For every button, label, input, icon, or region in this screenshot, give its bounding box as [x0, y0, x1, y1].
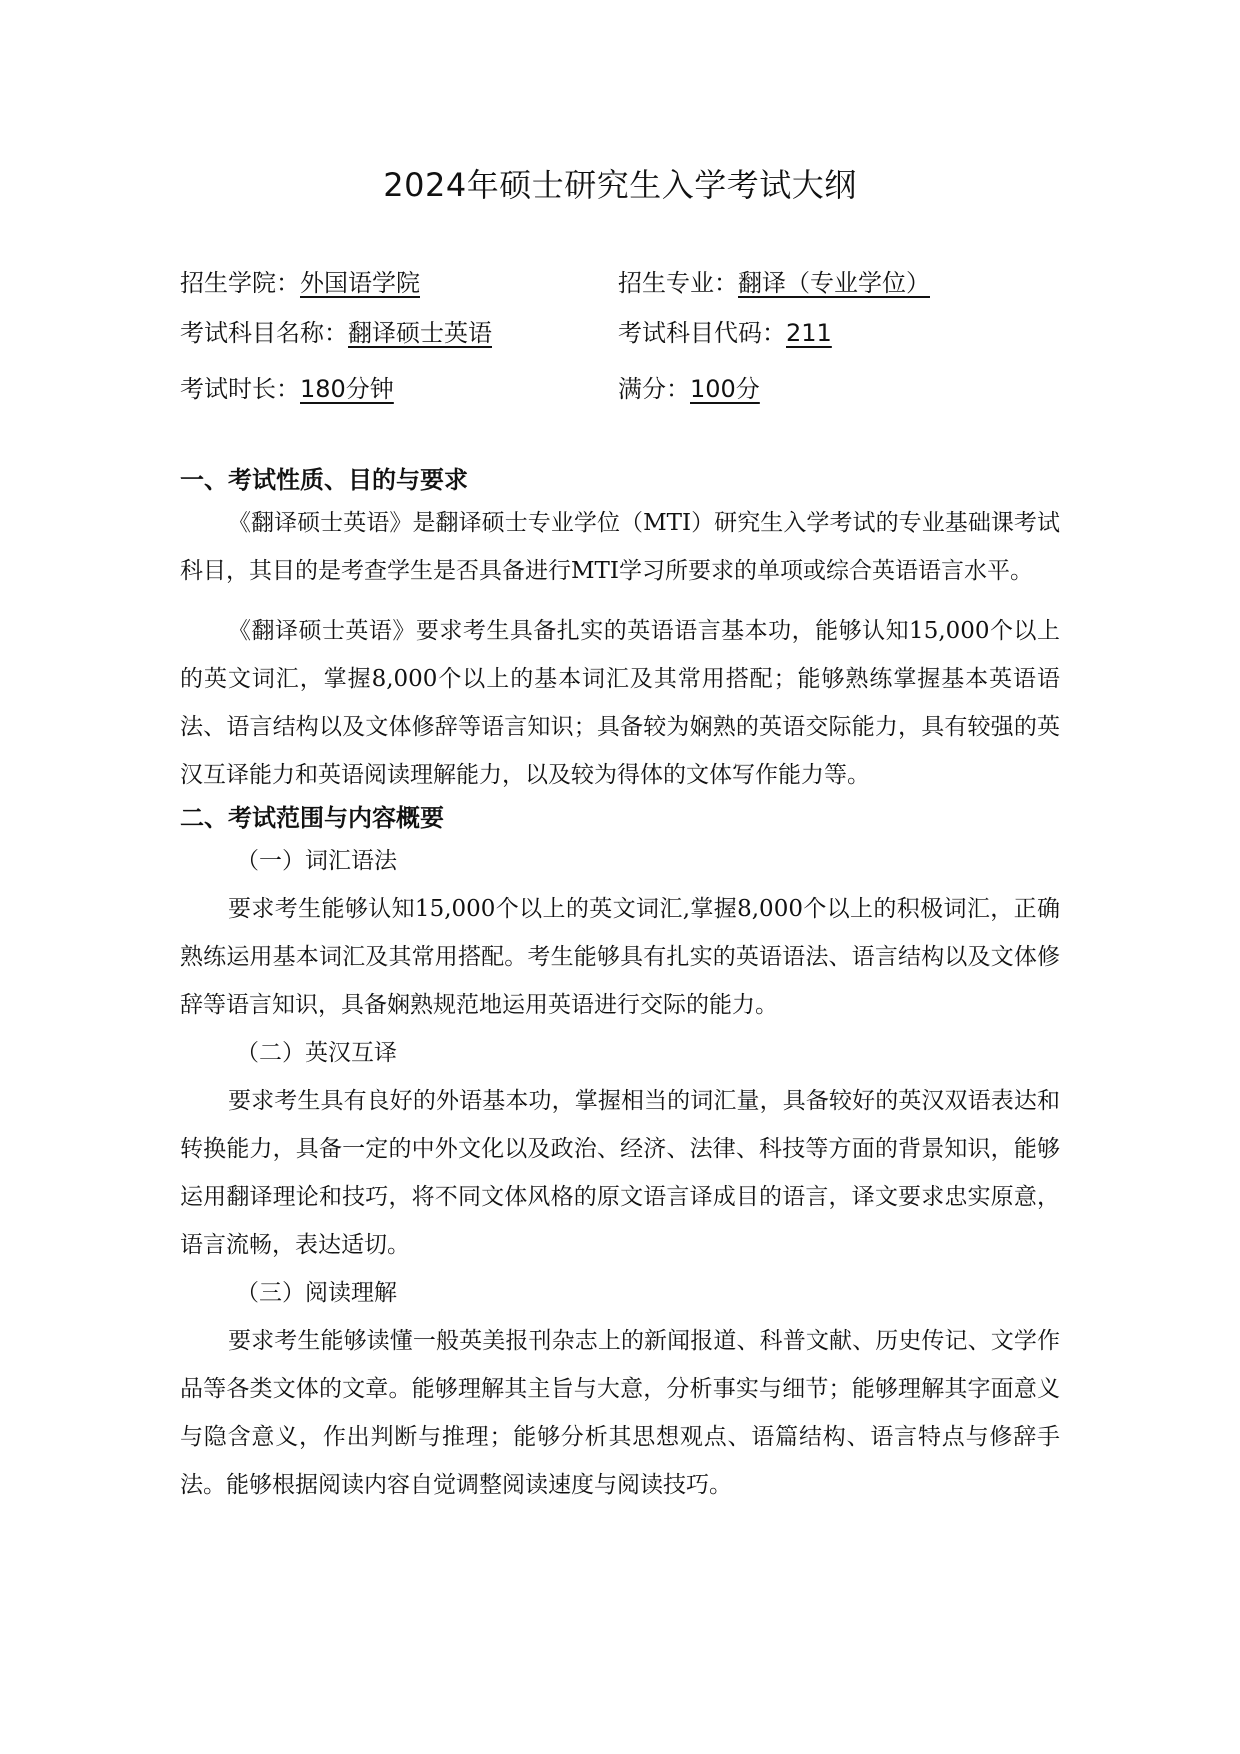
subject-name-value: 翻译硕士英语: [348, 319, 492, 347]
college-field: [180, 263, 420, 298]
subsection-title-vocabulary: （一）词汇语法: [236, 848, 397, 874]
subject-name-label: 考试科目名称：: [180, 319, 348, 347]
subsection-text-translation: 要求考生具有良好的外语基本功，掌握相当的词汇量，具备较好的英汉双语表达和转换能力，具备一定的中外文化以及政治、经济、法律、科技等方面的背景知识，能够运用翻译理论和技巧，将不同文体风格的原文语言译成目的语言，译文要求忠实原意，语言流畅，表达适切。: [180, 1088, 1060, 1258]
college-label: 招生学院：: [180, 269, 300, 297]
subsection-text-vocabulary: 要求考生能够认知15,000个以上的英文词汇,掌握8,000个以上的积极词汇，正确熟练运用基本词汇及其常用搭配。考生能够具有扎实的英语语法、语言结构以及文体修辞等语言知识，具备娴熟规范地运用英语进行交际的能力。: [180, 896, 1060, 1018]
major-value: 翻译（专业学位）: [738, 269, 930, 297]
major-label: 招生专业：: [618, 269, 738, 297]
duration-field: [180, 369, 394, 404]
subsection-text-reading: 要求考生能够读懂一般英美报刊杂志上的新闻报道、科普文献、历史传记、文学作品等各类文体的文章。能够理解其主旨与大意，分析事实与细节；能够理解其字面意义与隐含意义，作出判断与推理；能够分析其思想观点、语篇结构、语言特点与修辞手法。能够根据阅读内容自觉调整阅读速度与阅读技巧。: [180, 1328, 1060, 1498]
duration-label: 考试时长：: [180, 375, 300, 403]
college-value: 外国语学院: [300, 269, 420, 297]
major-field: [618, 263, 930, 298]
section-heading-1: 一、考试性质、目的与要求: [180, 466, 468, 494]
document-body: [180, 461, 1060, 1509]
section-heading-2: 二、考试范围与内容概要: [180, 804, 444, 832]
subsection-title-translation: （二）英汉互译: [236, 1040, 397, 1066]
subject-code-field: [618, 313, 832, 348]
full-score-field: [618, 369, 760, 404]
section-1-paragraph-1: 《翻译硕士英语》是翻译硕士专业学位（MTI）研究生入学考试的专业基础课考试科目，其目的是考查学生是否具备进行MTI学习所要求的单项或综合英语语言水平。: [180, 510, 1060, 584]
full-score-label: 满分：: [618, 375, 690, 403]
full-score-value: 100分: [690, 375, 760, 403]
subject-code-label: 考试科目代码：: [618, 319, 786, 347]
subject-code-value: 211: [786, 319, 832, 347]
section-1-paragraph-2: 《翻译硕士英语》要求考生具备扎实的英语语言基本功，能够认知15,000个以上的英文词汇，掌握8,000个以上的基本词汇及其常用搭配；能够熟练掌握基本英语语法、语言结构以及文体修辞等语言知识；具备较为娴熟的英语交际能力，具有较强的英汉互译能力和英语阅读理解能力，以及较为得体的文体写作能力等。: [180, 618, 1060, 788]
document-title: 2024年硕士研究生入学考试大纲: [383, 166, 857, 204]
duration-value: 180分钟: [300, 375, 394, 403]
subject-name-field: [180, 313, 492, 348]
subsection-title-reading: （三）阅读理解: [236, 1280, 397, 1306]
